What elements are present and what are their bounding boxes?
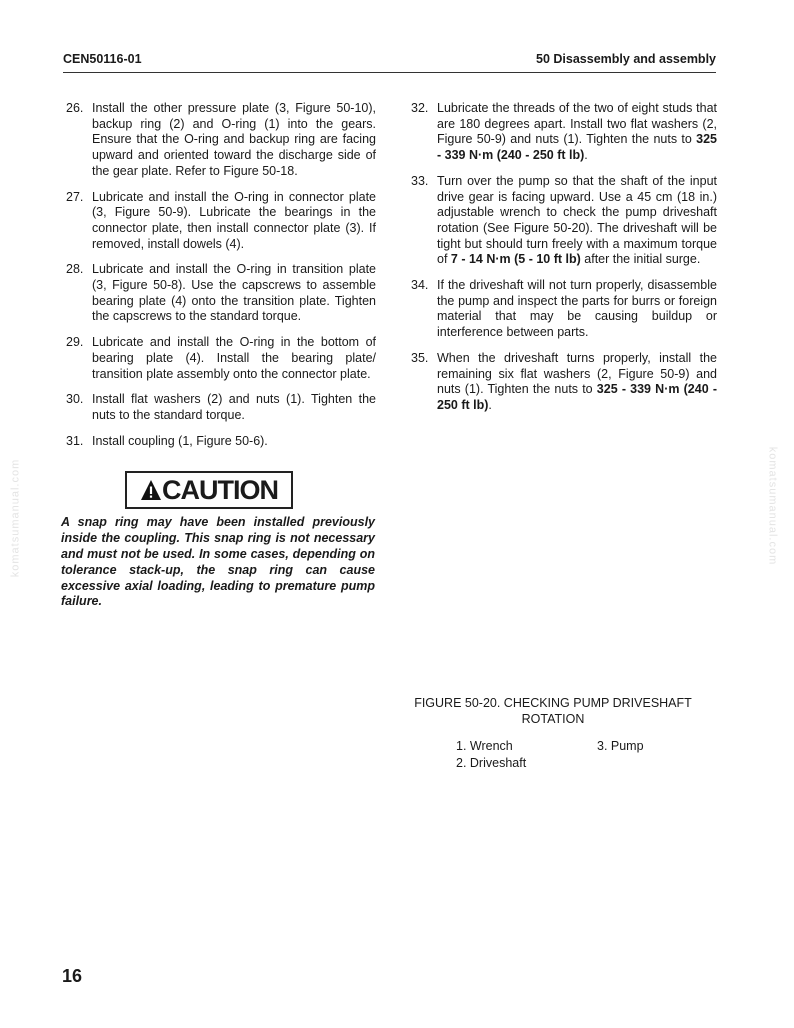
- step-number: 30.: [66, 392, 84, 407]
- step-33: [411, 174, 717, 268]
- caution-text: A snap ring may have been installed previously inside the coupling. This snap ring is not necessary and must not be used. In some cases, depending on tolerance stack-up, the snap ring can cause excessive axial loading, leading to premature pump failure.: [61, 515, 375, 609]
- step-27: [66, 190, 376, 253]
- step-text: Lubricate and install the O-ring in connector plate (3, Figure 50-9). Lubricate the bearings in the connector plate, then install connector plate (3). If removed, install dowels (4).: [92, 189, 376, 251]
- page-number: 16: [62, 966, 83, 986]
- step-31: [66, 434, 376, 450]
- figure-caption: [402, 695, 704, 727]
- figure-legend-right: [597, 738, 644, 755]
- step-number: 32.: [411, 101, 429, 115]
- step-text: Install flat washers (2) and nuts (1). Tighten the nuts to the standard torque.: [92, 392, 376, 422]
- step-number: 33.: [411, 173, 429, 188]
- step-26: [66, 101, 376, 180]
- step-number: 28.: [66, 262, 84, 277]
- step-number: 27.: [66, 189, 84, 204]
- step-text: Lubricate and install the O-ring in transition plate (3, Figure 50-8). Use the capscrews to assemble bearing plate (4) onto the transition plate. Tighten the capscrews to the standard torque.: [92, 262, 376, 324]
- caution-label: [125, 471, 293, 509]
- step-text: Turn over the pump so that the shaft of the input drive gear is facing upward. Use a 45 cm (18 in.) adjustable wrench to check the pump driveshaft rotation (See Figure 50-20). The driveshaft will be tight but should turn freely with a maximum torque of: [437, 173, 717, 267]
- step-32: [411, 101, 717, 164]
- torque-spec: 7 - 14 N·m (5 - 10 ft lb): [450, 252, 581, 267]
- step-34: [411, 278, 717, 341]
- left-column: [61, 101, 376, 610]
- header-rule: [63, 72, 716, 73]
- legend-item: 3. Pump: [597, 739, 644, 753]
- document-id: CEN50116-01: [63, 52, 142, 66]
- warning-triangle-icon: [140, 479, 162, 501]
- step-30: [66, 392, 376, 423]
- torque-spec: 325 - 339 N·m (240 - 250 ft lb): [437, 132, 717, 163]
- watermark-left: komatsumanual.com: [9, 458, 22, 578]
- step-number: 29.: [66, 335, 84, 350]
- step-29: [66, 335, 376, 382]
- step-text: If the driveshaft will not turn properly, disassemble the pump and inspect the parts for burrs or foreign material that may be causing buildup or interference between parts.: [437, 278, 717, 340]
- torque-spec: 325 - 339 N·m (240 - 250 ft lb): [437, 382, 717, 412]
- step-text: Lubricate and install the O-ring in the bottom of bearing plate (4). Install the bearing plate/ transition plate assembly onto the connector plate.: [92, 335, 376, 381]
- legend-item: 1. Wrench: [456, 739, 513, 753]
- legend-item: 2. Driveshaft: [456, 756, 527, 770]
- step-text-end: .: [584, 148, 588, 163]
- figure-caption-line-2: ROTATION: [521, 712, 585, 726]
- step-number: 31.: [66, 433, 84, 448]
- step-number: 34.: [411, 278, 429, 293]
- step-text-end: after the initial surge.: [580, 252, 701, 267]
- step-number: 26.: [66, 101, 84, 115]
- figure-legend-left: [456, 738, 526, 772]
- step-35: [411, 351, 717, 414]
- step-text: Lubricate the threads of the two of eight studs that are 180 degrees apart. Install two flat washers (2, Figure 50-9) and nuts (1). Tighten the nuts to: [437, 101, 717, 147]
- section-title: 50 Disassembly and assembly: [536, 52, 716, 66]
- step-28: [66, 262, 376, 325]
- step-text: When the driveshaft turns properly, install the remaining six flat washers (2, Figure 50-9) and nuts (1). Tighten the nuts to: [437, 350, 717, 397]
- right-column: [411, 101, 717, 424]
- step-text: Install the other pressure plate (3, Figure 50-10), backup ring (2) and O-ring (1) into the gears. Ensure that the O-ring and backup ring are facing upward and oriented toward the discharge side of the gear plate. Refer to Figure 50-18.: [92, 101, 376, 178]
- step-number: 35.: [411, 350, 429, 365]
- step-text-end: .: [488, 397, 492, 412]
- watermark-right: komatsumanual.com: [766, 446, 779, 566]
- step-text: Install coupling (1, Figure 50-6).: [92, 433, 268, 448]
- caution-word: CAUTION: [162, 474, 278, 505]
- figure-caption-line-1: FIGURE 50-20. CHECKING PUMP DRIVESHAFT: [414, 696, 692, 710]
